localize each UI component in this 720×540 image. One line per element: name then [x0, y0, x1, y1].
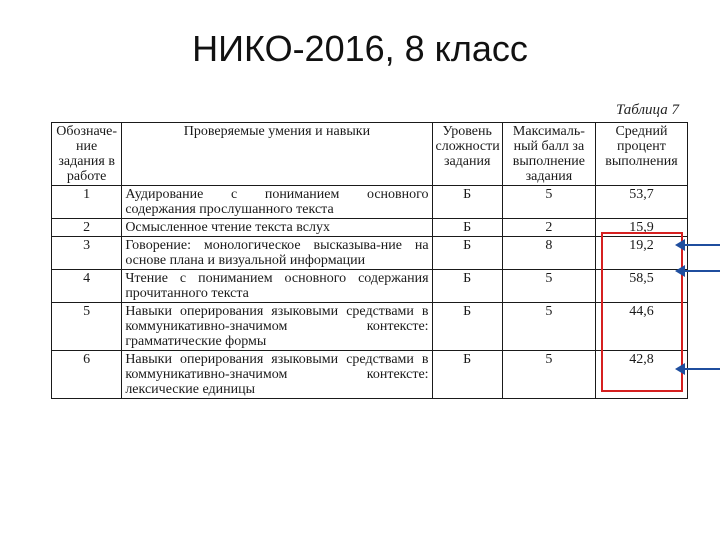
task-number: 1 [52, 186, 122, 219]
task-number: 4 [52, 270, 122, 303]
highlight-frame [601, 232, 683, 392]
table-row [52, 186, 688, 219]
skill-description: Навыки оперирования языковыми средствами в коммуникативно-значимом контексте: лексические единицы [122, 351, 432, 399]
task-number: 2 [52, 219, 122, 237]
skill-description: Чтение с пониманием основного содержания прочитанного текста [122, 270, 432, 303]
arrow-left-icon [675, 264, 720, 278]
max-score: 5 [502, 186, 595, 219]
arrow-left-icon [675, 238, 720, 252]
avg-percent: 15,9 [595, 219, 687, 237]
table-row [52, 237, 688, 270]
task-number: 5 [52, 303, 122, 351]
task-number: 3 [52, 237, 122, 270]
difficulty-level: Б [432, 237, 502, 270]
max-score: 2 [502, 219, 595, 237]
header-difficulty: Уровень сложности задания [432, 123, 502, 186]
skill-description: Аудирование с пониманием основного содержания прослушанного текста [122, 186, 432, 219]
table-row [52, 270, 688, 303]
max-score: 5 [502, 351, 595, 399]
avg-percent: 42,8 [595, 351, 687, 399]
slide-title: НИКО-2016, 8 класс [192, 28, 528, 69]
skill-description: Навыки оперирования языковыми средствами в коммуникативно-значимом контексте: грамматические формы [122, 303, 432, 351]
difficulty-level: Б [432, 219, 502, 237]
header-avg-percent: Средний процент выполнения [595, 123, 687, 186]
max-score: 5 [502, 303, 595, 351]
difficulty-level: Б [432, 186, 502, 219]
avg-percent: 44,6 [595, 303, 687, 351]
table-caption: Таблица 7 [616, 102, 679, 118]
header-max-score: Максималь-ный балл за выполнение задания [502, 123, 595, 186]
header-task-id: Обозначе-ние задания в работе [52, 123, 122, 186]
avg-percent: 53,7 [595, 186, 687, 219]
table-row [52, 303, 688, 351]
table-header-row [52, 123, 688, 186]
table-row [52, 351, 688, 399]
max-score: 8 [502, 237, 595, 270]
results-table [51, 122, 688, 399]
skill-description: Говорение: монологическое высказыва-ние на основе плана и визуальной информации [122, 237, 432, 270]
header-skills: Проверяемые умения и навыки [122, 123, 432, 186]
max-score: 5 [502, 270, 595, 303]
arrow-left-icon [675, 362, 720, 376]
table-row [52, 219, 688, 237]
difficulty-level: Б [432, 270, 502, 303]
task-number: 6 [52, 351, 122, 399]
skill-description: Осмысленное чтение текста вслух [122, 219, 432, 237]
difficulty-level: Б [432, 351, 502, 399]
avg-percent: 19,2 [595, 237, 687, 270]
difficulty-level: Б [432, 303, 502, 351]
avg-percent: 58,5 [595, 270, 687, 303]
